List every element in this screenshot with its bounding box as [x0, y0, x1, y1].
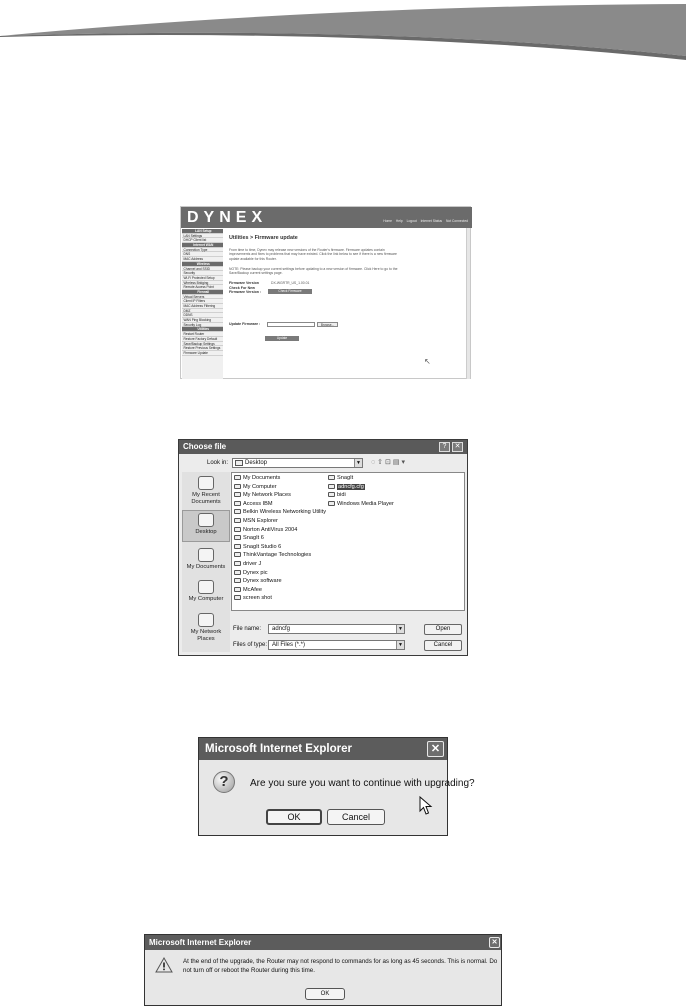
- dialog-title: Microsoft Internet Explorer: [199, 738, 447, 760]
- sidebar-item[interactable]: Wireless Bridging: [182, 281, 223, 286]
- sidebar-item[interactable]: DDNS: [182, 313, 223, 318]
- close-icon[interactable]: ✕: [427, 741, 444, 757]
- place-my-recent-documents[interactable]: [182, 476, 230, 505]
- file-list-item[interactable]: [234, 578, 282, 585]
- file-list-item-label: My Computer: [243, 483, 277, 490]
- up-folder-icon[interactable]: ⇧: [377, 459, 386, 466]
- sidebar-category: Wireless: [182, 262, 223, 267]
- folder-icon: [234, 595, 241, 600]
- sidebar-item[interactable]: Restore Previous Settings: [182, 346, 223, 351]
- place-my-documents[interactable]: [182, 548, 230, 571]
- place-my-network-places[interactable]: [182, 613, 230, 642]
- sidebar-item[interactable]: DNS: [182, 252, 223, 257]
- sidebar-item[interactable]: Virtual Servers: [182, 295, 223, 300]
- file-list-item[interactable]: [328, 492, 346, 499]
- folder-icon: [234, 570, 241, 575]
- folder-icon: [234, 475, 241, 480]
- cancel-button[interactable]: Cancel: [327, 809, 385, 825]
- sidebar-category: Firewall: [182, 290, 223, 295]
- file-list-item-label: MSN Explorer: [243, 518, 278, 524]
- folder-icon: [234, 578, 241, 583]
- place-label: Desktop: [195, 529, 217, 535]
- file-list-item-label: McAfee: [243, 586, 262, 593]
- sidebar-item[interactable]: Wi-Fi Protected Setup: [182, 276, 223, 281]
- file-list-item-label: My Documents: [243, 475, 281, 481]
- file-list-item-label: driver J: [243, 561, 262, 567]
- dialog-title: Microsoft Internet Explorer: [145, 935, 501, 950]
- network-places-icon: [198, 613, 214, 627]
- place-label: My Recent Documents: [191, 492, 221, 505]
- file-list-item[interactable]: [234, 484, 277, 491]
- warning-message: At the end of the upgrade, the Router may not respond to commands for as long as 45 seconds. This is normal. Do not turn off or reboot the Router during this time.: [183, 958, 498, 974]
- file-list-item-label: Access IBM: [243, 500, 273, 507]
- update-button[interactable]: Update: [265, 336, 299, 341]
- file-list-item[interactable]: [234, 535, 264, 542]
- folder-icon: [234, 509, 241, 514]
- top-link-help[interactable]: Help: [395, 219, 403, 223]
- file-list-item[interactable]: [234, 544, 281, 551]
- open-button[interactable]: Open: [424, 624, 462, 635]
- sidebar-item[interactable]: Save/Backup Settings: [182, 342, 223, 347]
- top-link-internet-status: Internet Status: [420, 219, 443, 223]
- close-icon[interactable]: ✕: [489, 937, 500, 948]
- desktop-folder-icon: [235, 460, 243, 466]
- file-list-item-label: SnagIt 6: [243, 535, 264, 542]
- file-list-item-label: bidi: [337, 492, 346, 499]
- sidebar-item[interactable]: WAN Ping Blocking: [182, 318, 223, 323]
- folder-icon: [234, 527, 241, 532]
- confirm-message: Are you sure you want to continue with upgrading?: [250, 778, 475, 789]
- folder-icon: [328, 484, 335, 489]
- page-header-swoosh: [0, 0, 686, 60]
- router-top-links: [380, 219, 468, 223]
- router-sidebar: [182, 229, 223, 379]
- firmware-intro-text: From time to time, Dynex may release new versions of the Router's firmware. Firmware updates contain improvements and fixes to problems that may have existed. Click the link below to see if there is a new firmware update available for this Router.: [229, 248, 397, 261]
- navigation-toolbar: [371, 458, 407, 466]
- firmware-file-input[interactable]: [267, 322, 315, 327]
- recent-documents-icon: [198, 476, 214, 490]
- file-list-item[interactable]: [234, 492, 291, 499]
- file-list-item-label: Windows Media Player: [337, 500, 394, 507]
- my-documents-icon: [198, 548, 214, 562]
- place-my-computer[interactable]: [182, 580, 230, 603]
- desktop-icon: [198, 513, 214, 527]
- places-bar: [182, 472, 230, 652]
- router-banner: [181, 207, 472, 228]
- sidebar-item[interactable]: DMZ: [182, 309, 223, 314]
- router-main-panel: [227, 229, 467, 379]
- sidebar-item[interactable]: Security Log: [182, 323, 223, 328]
- file-list-item-label: Dynex software: [243, 578, 282, 585]
- place-label: My Computer: [188, 596, 224, 602]
- file-list-item-label: SnagIt: [337, 475, 354, 481]
- router-admin-screenshot: [180, 206, 471, 379]
- file-list-item[interactable]: [234, 552, 311, 559]
- file-list-item[interactable]: [328, 484, 365, 491]
- my-computer-icon: [198, 580, 214, 594]
- top-link-logout[interactable]: Logout: [406, 219, 417, 223]
- file-list-item-label: Belkin Wireless Networking Utility: [243, 509, 326, 516]
- folder-icon: [234, 518, 241, 523]
- view-menu-icon[interactable]: ▤▾: [392, 459, 408, 466]
- sidebar-category: Utilities: [182, 327, 223, 332]
- firmware-note-text: NOTE: Please backup your current settings before updating to a new version of firmware. Click Here to go to the Save/Backup current settings page.: [229, 267, 398, 276]
- sidebar-item[interactable]: LAN Settings: [182, 234, 223, 239]
- look-in-label: Look in:: [207, 460, 229, 466]
- dynex-logo: DYNEX: [187, 209, 268, 226]
- firmware-version-label: Firmware Version: [229, 281, 259, 285]
- sidebar-item[interactable]: Remote Access Point: [182, 285, 223, 290]
- file-list-item[interactable]: [234, 561, 261, 568]
- top-link-connection-state: Not Connected: [446, 219, 468, 223]
- folder-icon: [234, 544, 241, 549]
- file-list-item[interactable]: [328, 475, 353, 482]
- file-list-item[interactable]: [234, 509, 326, 516]
- question-icon: ?: [213, 771, 235, 793]
- file-list-item[interactable]: [328, 501, 394, 508]
- sidebar-item[interactable]: Restore Factory Default: [182, 337, 223, 342]
- file-list-item-label: SnagIt Studio 6: [243, 543, 282, 550]
- chevron-down-icon[interactable]: ▼: [396, 641, 404, 649]
- file-list-item[interactable]: [234, 595, 272, 602]
- file-list-item-label: adncfg.cfg: [338, 483, 364, 490]
- sidebar-item[interactable]: Channel and SSID: [182, 267, 223, 272]
- folder-icon: [328, 501, 335, 506]
- sidebar-item[interactable]: MAC Address: [182, 257, 223, 262]
- ok-button[interactable]: OK: [305, 988, 345, 1000]
- warning-icon: [155, 957, 173, 973]
- ok-button[interactable]: OK: [266, 809, 322, 825]
- look-in-dropdown[interactable]: [232, 458, 363, 468]
- file-list-item-label: Norton AntiVirus 2004: [243, 526, 298, 533]
- file-list-item-label: ThinkVantage Technologies: [243, 552, 312, 559]
- place-label: My Documents: [186, 564, 226, 570]
- file-name-value: adncfg: [272, 626, 291, 632]
- file-list-item[interactable]: [234, 518, 278, 525]
- folder-icon: [234, 501, 241, 506]
- close-icon[interactable]: ✕: [452, 442, 463, 452]
- file-name-input[interactable]: [268, 624, 405, 634]
- check-firmware-button[interactable]: Check Firmware: [268, 289, 312, 294]
- folder-icon: [234, 492, 241, 497]
- chevron-down-icon[interactable]: ▼: [396, 625, 404, 633]
- help-icon[interactable]: ?: [439, 442, 450, 452]
- page-title: Utilities > Firmware update: [229, 235, 298, 241]
- sidebar-item[interactable]: Security: [182, 271, 223, 276]
- back-icon[interactable]: ◌: [371, 459, 378, 466]
- file-list-item-label: Dynex pic: [243, 569, 268, 576]
- files-of-type-value: All Files (*.*): [272, 642, 306, 648]
- folder-icon: [328, 475, 335, 480]
- sidebar-category: Internet WAN: [182, 243, 223, 248]
- folder-icon: [234, 535, 241, 540]
- files-of-type-select[interactable]: [268, 640, 405, 650]
- top-link-home[interactable]: Home: [383, 219, 392, 223]
- sidebar-item[interactable]: Restart Router: [182, 332, 223, 337]
- mouse-cursor-icon: [419, 796, 433, 816]
- look-in-value: Desktop: [245, 460, 268, 466]
- folder-icon: [234, 587, 241, 592]
- files-of-type-label: Files of type:: [233, 642, 268, 648]
- file-list-item-label: screen shot: [243, 595, 272, 602]
- file-list-item[interactable]: [234, 527, 297, 534]
- sidebar-category: LAN Setup: [182, 229, 223, 234]
- folder-icon: [234, 484, 241, 489]
- sidebar-item[interactable]: Connection Type: [182, 248, 223, 253]
- upgrade-warning-dialog: [144, 934, 502, 1006]
- firmware-version-value: DX-WGRTR_US_1.00.01: [271, 281, 310, 285]
- check-firmware-label: Check For New Firmware Version :: [229, 286, 262, 294]
- file-list: [231, 472, 465, 611]
- sidebar-item[interactable]: Client IP Filters: [182, 299, 223, 304]
- file-list-item[interactable]: [234, 587, 262, 594]
- chevron-down-icon[interactable]: ▼: [354, 459, 362, 467]
- folder-icon: [328, 492, 335, 497]
- dialog-title: Choose file: [179, 440, 467, 454]
- place-label: My Network Places: [190, 629, 222, 642]
- cancel-button[interactable]: Cancel: [424, 640, 462, 651]
- file-list-item[interactable]: [234, 501, 273, 508]
- sidebar-item[interactable]: Firmware Update: [182, 351, 223, 356]
- file-list-item[interactable]: [234, 475, 280, 482]
- file-list-item[interactable]: [234, 570, 268, 577]
- browse-button[interactable]: Browse...: [317, 322, 338, 327]
- place-desktop[interactable]: [182, 510, 230, 542]
- confirm-upgrade-dialog: [198, 737, 475, 836]
- new-folder-icon[interactable]: ⊡: [385, 459, 393, 466]
- update-firmware-label: Update Firmware :: [229, 322, 261, 326]
- folder-icon: [234, 561, 241, 566]
- sidebar-item[interactable]: MAC Address Filtering: [182, 304, 223, 309]
- choose-file-dialog: [178, 439, 468, 656]
- file-name-label: File name:: [233, 626, 262, 632]
- folder-icon: [234, 552, 241, 557]
- mouse-cursor-icon: ↖: [424, 357, 431, 366]
- sidebar-item[interactable]: DHCP Client list: [182, 238, 223, 243]
- file-list-item-label: My Network Places: [243, 492, 291, 499]
- router-scrollbar[interactable]: [466, 228, 470, 379]
